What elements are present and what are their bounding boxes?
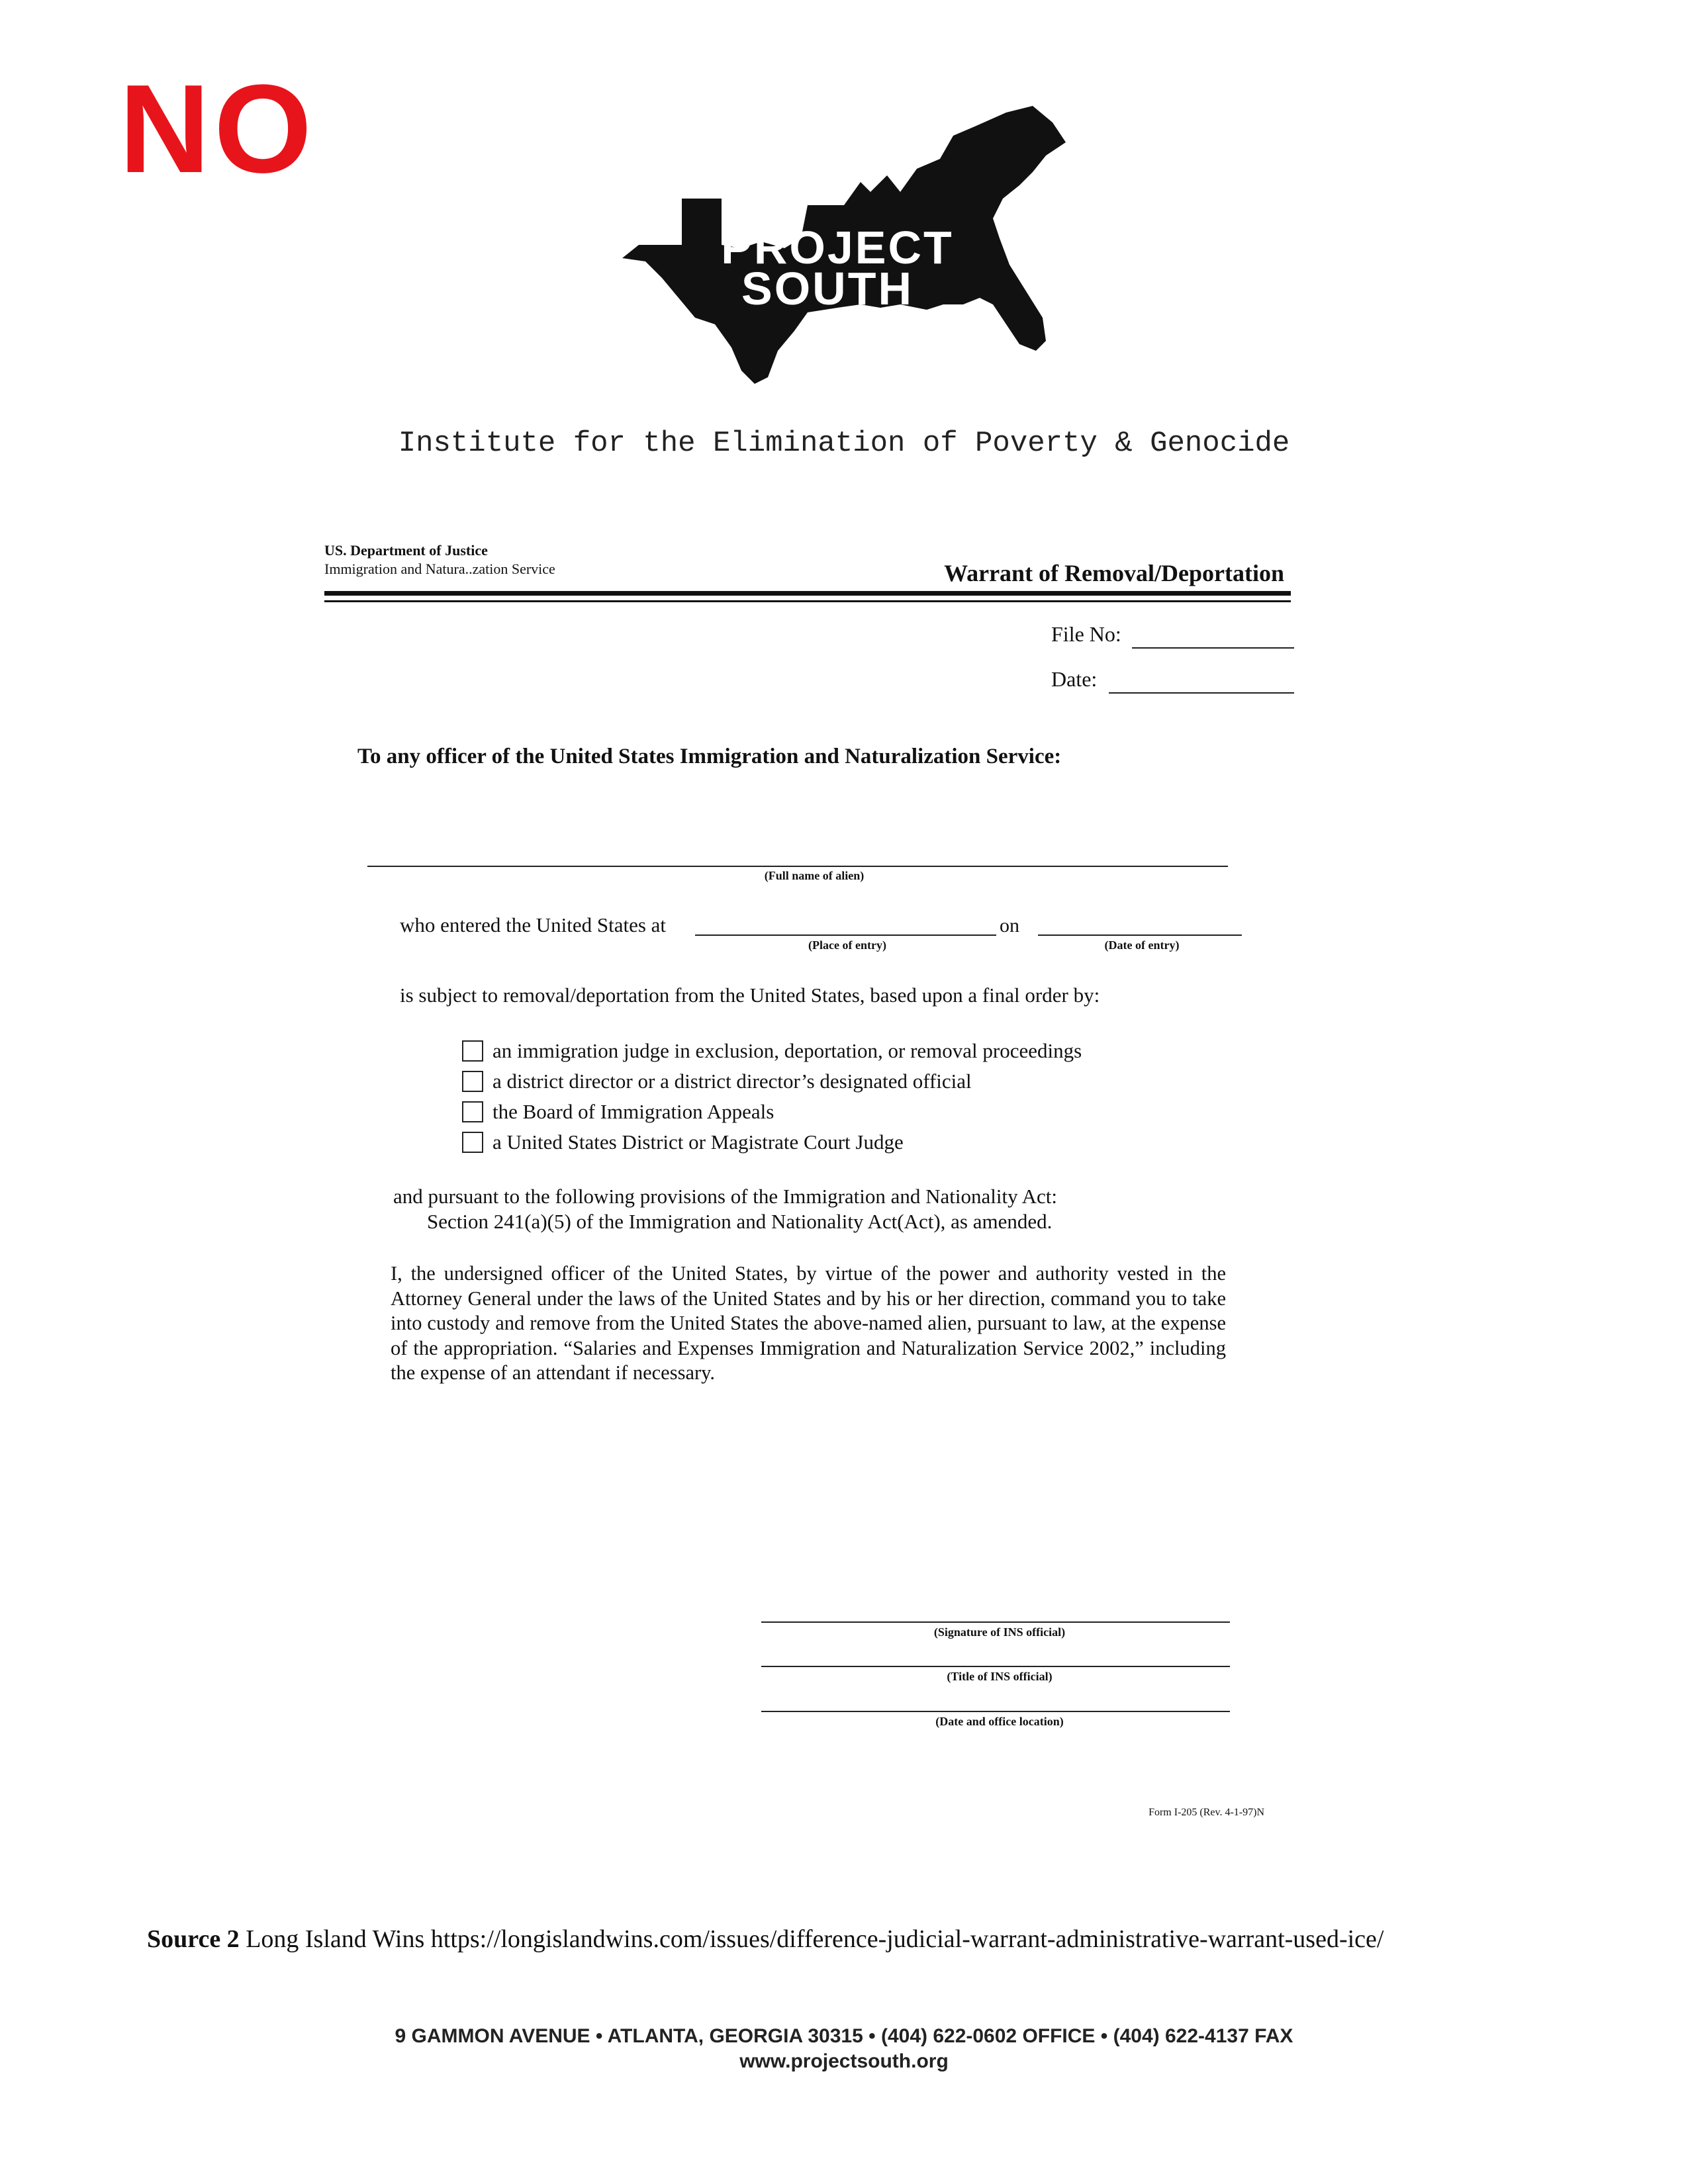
- date-field[interactable]: [1109, 692, 1294, 694]
- agency-service: Immigration and Natura..zation Service: [324, 561, 555, 577]
- salutation: To any officer of the United States Immigration and Naturalization Service:: [357, 745, 1062, 768]
- on-label: on: [1000, 915, 1019, 936]
- source-citation: [147, 1925, 1383, 1954]
- date-office-field[interactable]: [761, 1711, 1230, 1712]
- file-no-field[interactable]: [1132, 647, 1294, 649]
- checkbox[interactable]: [462, 1040, 483, 1062]
- agency-header: [324, 541, 555, 578]
- form-number: Form I-205 (Rev. 4-1-97)N: [1149, 1807, 1264, 1818]
- option-label: a United States District or Magistrate Court Judge: [492, 1130, 904, 1154]
- option-immigration-judge[interactable]: [462, 1039, 1082, 1063]
- option-label: the Board of Immigration Appeals: [492, 1100, 774, 1123]
- logo-text-project: PROJECT: [721, 222, 954, 273]
- place-of-entry-field[interactable]: [695, 934, 996, 936]
- subject-statement: is subject to removal/deportation from the United States, based upon a final order by:: [400, 983, 1100, 1007]
- checkbox[interactable]: [462, 1071, 483, 1092]
- signature-field[interactable]: [761, 1621, 1230, 1623]
- signature-caption: (Signature of INS official): [933, 1625, 1066, 1639]
- official-title-field[interactable]: [761, 1666, 1230, 1667]
- footer-address: 9 GAMMON AVENUE • ATLANTA, GEORGIA 30315 • (404) 622-0602 OFFICE • (404) 622-4137 FAX: [395, 2025, 1293, 2047]
- no-stamp: NO: [119, 59, 316, 199]
- option-label: an immigration judge in exclusion, deportation, or removal proceedings: [492, 1039, 1082, 1062]
- place-of-entry-caption: (Place of entry): [808, 938, 886, 952]
- option-board-of-appeals[interactable]: [462, 1100, 774, 1124]
- logo-text-south: SOUTH: [741, 263, 914, 314]
- date-of-entry-field[interactable]: [1038, 934, 1242, 936]
- official-title-caption: (Title of INS official): [947, 1670, 1053, 1683]
- file-no-label: File No:: [1051, 622, 1121, 646]
- pursuant-statement: and pursuant to the following provisions of the Immigration and Nationality Act:: [393, 1185, 1058, 1208]
- date-of-entry-caption: (Date of entry): [1104, 938, 1180, 952]
- alien-name-field[interactable]: [367, 866, 1228, 867]
- header-rule: [324, 591, 1291, 596]
- option-court-judge[interactable]: [462, 1130, 904, 1154]
- source-text: Long Island Wins https://longislandwins.com/issues/difference-judicial-warrant-administrative-warrant-used-ice/: [239, 1925, 1384, 1953]
- section-reference: Section 241(a)(5) of the Immigration and Nationality Act(Act), as amended.: [427, 1210, 1053, 1233]
- checkbox[interactable]: [462, 1101, 483, 1122]
- date-office-caption: (Date and office location): [935, 1715, 1064, 1728]
- agency-department: US. Department of Justice: [324, 542, 488, 559]
- authority-paragraph: I, the undersigned officer of the United States, by virtue of the power and authority vested in the Attorney General under the laws of the United States and by his or her direction, command you to take into custody and remove from the United States the above-named alien, pursuant to law, at the expense of the appropriation. “Salaries and Expenses Immigration and Naturalization Service 2002,” including the expense of an attendant if necessary.: [391, 1262, 1226, 1384]
- checkbox[interactable]: [462, 1132, 483, 1153]
- header-rule-thin: [324, 600, 1291, 602]
- project-south-logo: [609, 106, 1072, 404]
- option-district-director[interactable]: [462, 1069, 972, 1093]
- footer-url[interactable]: www.projectsouth.org: [739, 2050, 949, 2072]
- tagline: Institute for the Elimination of Poverty & Genocide: [398, 427, 1290, 460]
- option-label: a district director or a district director’s designated official: [492, 1069, 972, 1093]
- source-label: Source 2: [147, 1925, 240, 1953]
- date-label: Date:: [1051, 667, 1098, 691]
- entered-label: who entered the United States at: [400, 913, 667, 936]
- form-title: Warrant of Removal/Deportation: [944, 560, 1284, 586]
- alien-name-caption: (Full name of alien): [764, 869, 865, 882]
